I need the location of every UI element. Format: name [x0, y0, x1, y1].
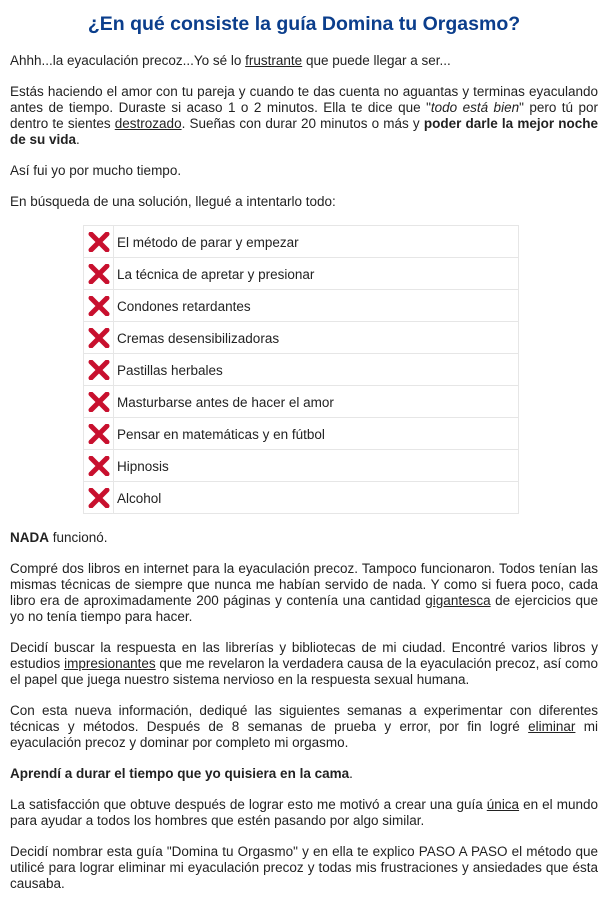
library-paragraph: Decidí buscar la respuesta en las librerías y bibliotecas de mi ciudad. Encontré varios libros y estudios impresionantes que me revelaron la verdadera causa de la eyaculación precoz, así como el papel que juega nuestro sistema nervioso en la respuesta sexual humana.	[10, 640, 598, 687]
failed-method-row	[84, 226, 519, 258]
failed-method-label: Pensar en matemáticas y en fútbol	[114, 418, 519, 450]
paragraph-search: En búsqueda de una solución, llegué a intentarlo todo:	[10, 194, 336, 209]
failed-method-row	[84, 258, 519, 290]
red-x-icon	[88, 232, 110, 252]
failed-method-row	[84, 386, 519, 418]
failed-method-row	[84, 354, 519, 386]
failed-method-row	[84, 322, 519, 354]
experiment-paragraph: Con esta nueva información, dediqué las siguientes semanas a experimentar con diferentes técnicas y métodos. Después de 8 semanas de prueba y error, por fin logré eliminar mi eyaculación precoz y dominar por completo mi orgasmo.	[10, 703, 598, 750]
failed-method-label: Masturbarse antes de hacer el amor	[114, 386, 519, 418]
failed-method-label: La técnica de apretar y presionar	[114, 258, 519, 290]
books-paragraph: Compré dos libros en internet para la eyaculación precoz. Tampoco funcionaron. Todos tenían las mismas técnicas de siempre que nunca me habían servido de nada. Y como si fuera poco, cada libro era de aproximadamente 200 páginas y contenía una cantidad gigantesca de ejercicios que yo no tenía tiempo para hacer.	[10, 561, 598, 624]
nothing-worked-paragraph: NADA funcionó.	[10, 530, 108, 545]
red-x-icon	[88, 456, 110, 476]
red-x-icon	[88, 360, 110, 380]
failed-method-row	[84, 418, 519, 450]
failed-method-label: Alcohol	[114, 482, 519, 514]
failed-method-row	[84, 482, 519, 514]
failed-method-label: Cremas desensibilizadoras	[114, 322, 519, 354]
red-x-icon	[88, 392, 110, 412]
learned-paragraph: Aprendí a durar el tiempo que yo quisiera en la cama.	[10, 766, 353, 781]
page-title: ¿En qué consiste la guía Domina tu Orgasmo?	[87, 13, 521, 35]
red-x-icon	[88, 264, 110, 284]
failed-method-row	[84, 450, 519, 482]
red-x-icon	[88, 296, 110, 316]
guide-name-paragraph: Decidí nombrar esta guía "Domina tu Orgasmo" y en ella te explico PASO A PASO el método que utilicé para lograr eliminar mi eyaculación precoz y todas mis frustraciones y ansiedades que ésta causaba.	[10, 844, 598, 891]
paragraph-past: Así fui yo por mucho tiempo.	[10, 163, 182, 178]
failed-method-label: Pastillas herbales	[114, 354, 519, 386]
red-x-icon	[88, 424, 110, 444]
failed-methods-table	[83, 225, 519, 514]
red-x-icon	[88, 488, 110, 508]
failed-method-label: Hipnosis	[114, 450, 519, 482]
failed-method-label: El método de parar y empezar	[114, 226, 519, 258]
failed-method-label: Condones retardantes	[114, 290, 519, 322]
red-x-icon	[88, 328, 110, 348]
guide-paragraph: La satisfacción que obtuve después de lograr esto me motivó a crear una guía única en el mundo para ayudar a todos los hombres que estén pasando por algo similar.	[10, 797, 598, 828]
emphasis-frustrante: frustrante	[245, 53, 303, 68]
problem-paragraph: Estás haciendo el amor con tu pareja y cuando te das cuenta no aguantas y terminas eyaculando antes de tiempo. Duraste si acaso 1 o 2 minutos. Ella te dice que "todo está bien" pero tú por dentro te sientes destrozado. Sueñas con durar 20 minutos o más y poder darle la mejor noche de su vida.	[10, 84, 599, 147]
failed-method-row	[84, 290, 519, 322]
intro-paragraph: Ahhh...la eyaculación precoz...Yo sé lo frustrante que puede llegar a ser...	[10, 53, 451, 68]
